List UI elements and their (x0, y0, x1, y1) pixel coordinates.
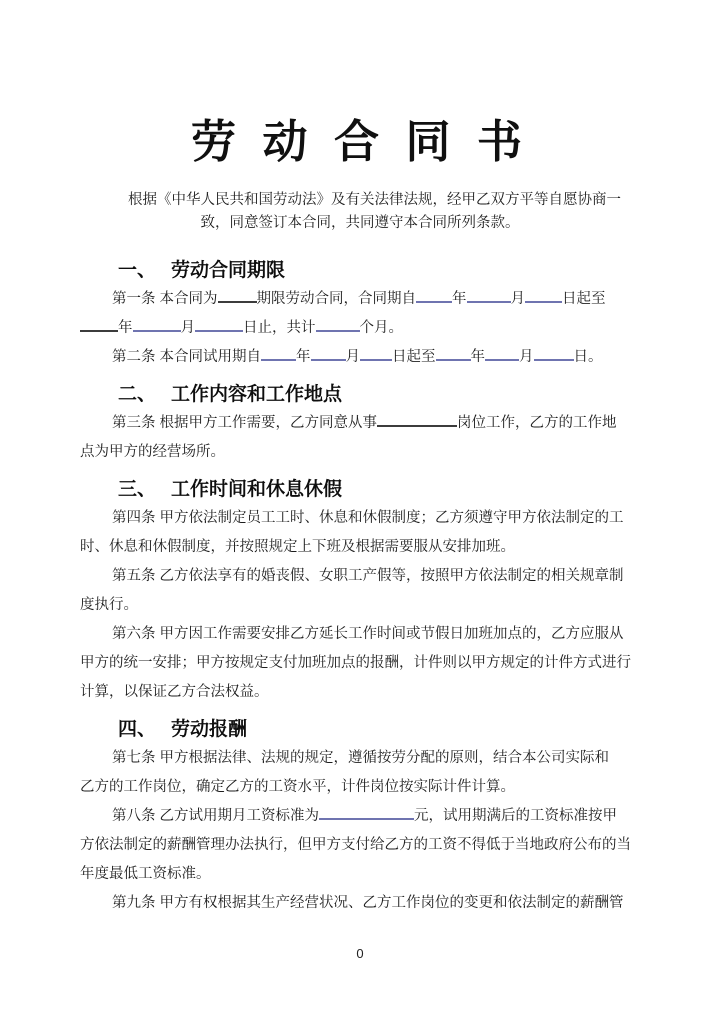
text-run: 第四条 甲方依法制定员工工时、休息和休假制度；乙方须遵守甲方依法制定的工 (112, 510, 624, 526)
paragraph-line (80, 533, 640, 562)
text-run: 日起至 (562, 291, 606, 307)
blank-field (534, 344, 574, 361)
blank-field (261, 344, 296, 361)
text-run: 第一条 本合同为 (112, 291, 218, 307)
text-run: 月 (519, 349, 534, 365)
text-run: 乙方的工作岗位，确定乙方的工资水平，计件岗位按实际计件计算。 (80, 779, 515, 795)
paragraph-line (80, 802, 640, 831)
page-footer (0, 946, 720, 961)
text-run: 第二条 本合同试用期自 (112, 349, 262, 365)
text-run: 年 (296, 349, 311, 365)
paragraph-line (80, 591, 640, 620)
text-run: 月 (510, 291, 526, 307)
paragraph-line (80, 504, 640, 533)
text-run: 年 (118, 320, 133, 336)
blank-field (436, 344, 471, 361)
blank-field (485, 344, 519, 361)
section-heading (80, 475, 640, 504)
text-run: 方依法制定的薪酬管理办法执行，但甲方支付给乙方的工资不得低于当地政府公布的当 (80, 837, 631, 853)
paragraph-line (80, 831, 640, 860)
section-title: 劳动报酬 (171, 719, 248, 740)
paragraph-line (80, 860, 640, 889)
paragraph-line (80, 314, 640, 343)
text-run: 日起至 (392, 349, 436, 365)
text-run: 第七条 甲方根据法律、法规的规定，遵循按劳分配的原则，结合本公司实际和 (112, 750, 610, 766)
section-title: 劳动合同期限 (171, 260, 286, 281)
text-run: 度执行。 (80, 597, 138, 613)
text-run: 月 (180, 320, 195, 336)
blank-field (525, 286, 562, 303)
blank-field (311, 344, 346, 361)
blank-field (316, 315, 360, 332)
paragraph-line (80, 285, 640, 314)
text-run: 日止，共计 (243, 320, 316, 336)
text-run: 年度最低工资标准。 (80, 866, 211, 882)
paragraph-line (80, 409, 640, 438)
text-run: 第八条 乙方试用期月工资标准为 (112, 808, 320, 824)
blank-field (360, 344, 392, 361)
paragraph-line (80, 649, 640, 678)
text-run: 日。 (573, 349, 603, 365)
document-title: 劳 动 合 同 书 (190, 116, 529, 167)
text-run: 第六条 甲方因工作需要安排乙方延长工作时间或节假日加班加点的，乙方应服从 (112, 626, 624, 642)
text-run: 时、休息和休假制度，并按照规定上下班及根据需要服从安排加班。 (80, 539, 515, 555)
paragraph-line (80, 620, 640, 649)
blank-field (218, 286, 257, 303)
text-run: 点为甲方的经营场所。 (80, 444, 225, 460)
section-heading (80, 715, 640, 744)
text-run: 元，试用期满后的工资标准按甲 (414, 808, 618, 824)
section-heading (80, 380, 640, 409)
intro-paragraph (80, 189, 640, 235)
text-run: 第五条 乙方依法享有的婚丧假、女职工产假等，按照甲方依法制定的相关规章制 (112, 568, 624, 584)
text-run: 计算，以保证乙方合法权益。 (80, 684, 269, 700)
blank-field (377, 410, 457, 427)
text-run: 年 (452, 291, 467, 307)
text-run: 个月。 (359, 320, 403, 336)
section-heading (80, 256, 640, 285)
blank-field (319, 803, 414, 820)
text-run: 岗位工作，乙方的工作地 (457, 415, 617, 431)
paragraph-line (80, 562, 640, 591)
section-title: 工作时间和休息休假 (171, 479, 343, 500)
section-number: 三、 (118, 479, 157, 500)
text-run: 年 (470, 349, 486, 365)
document-body (80, 256, 640, 918)
blank-field (80, 315, 118, 332)
section-number: 二、 (118, 384, 157, 405)
section-number: 四、 (118, 719, 157, 740)
blank-field (467, 286, 511, 303)
text-run: 月 (345, 349, 361, 365)
paragraph-line (80, 678, 640, 707)
text-run: 期限劳动合同，合同期自 (256, 291, 417, 307)
paragraph-line (80, 889, 640, 918)
blank-field (416, 286, 452, 303)
intro-line: 根据《中华人民共和国劳动法》及有关法律法规，经甲乙双方平等自愿协商一 (99, 192, 621, 208)
text-run: 第九条 甲方有权根据其生产经营状况、乙方工作岗位的变更和依法制定的薪酬管 (112, 895, 624, 911)
blank-field (195, 315, 243, 332)
paragraph-line (80, 773, 640, 802)
section-number: 一、 (118, 260, 157, 281)
intro-line: 致，同意签订本合同，共同遵守本合同所列条款。 (200, 215, 520, 231)
blank-field (133, 315, 181, 332)
section-title: 工作内容和工作地点 (171, 384, 343, 405)
paragraph-line (80, 438, 640, 467)
paragraph-line (80, 343, 640, 372)
paragraph-line (80, 744, 640, 773)
text-run: 第三条 根据甲方工作需要，乙方同意从事 (112, 415, 378, 431)
text-run: 甲方的统一安排；甲方按规定支付加班加点的报酬，计件则以甲方规定的计件方式进行 (80, 655, 631, 671)
page-number: 0 (356, 946, 364, 961)
